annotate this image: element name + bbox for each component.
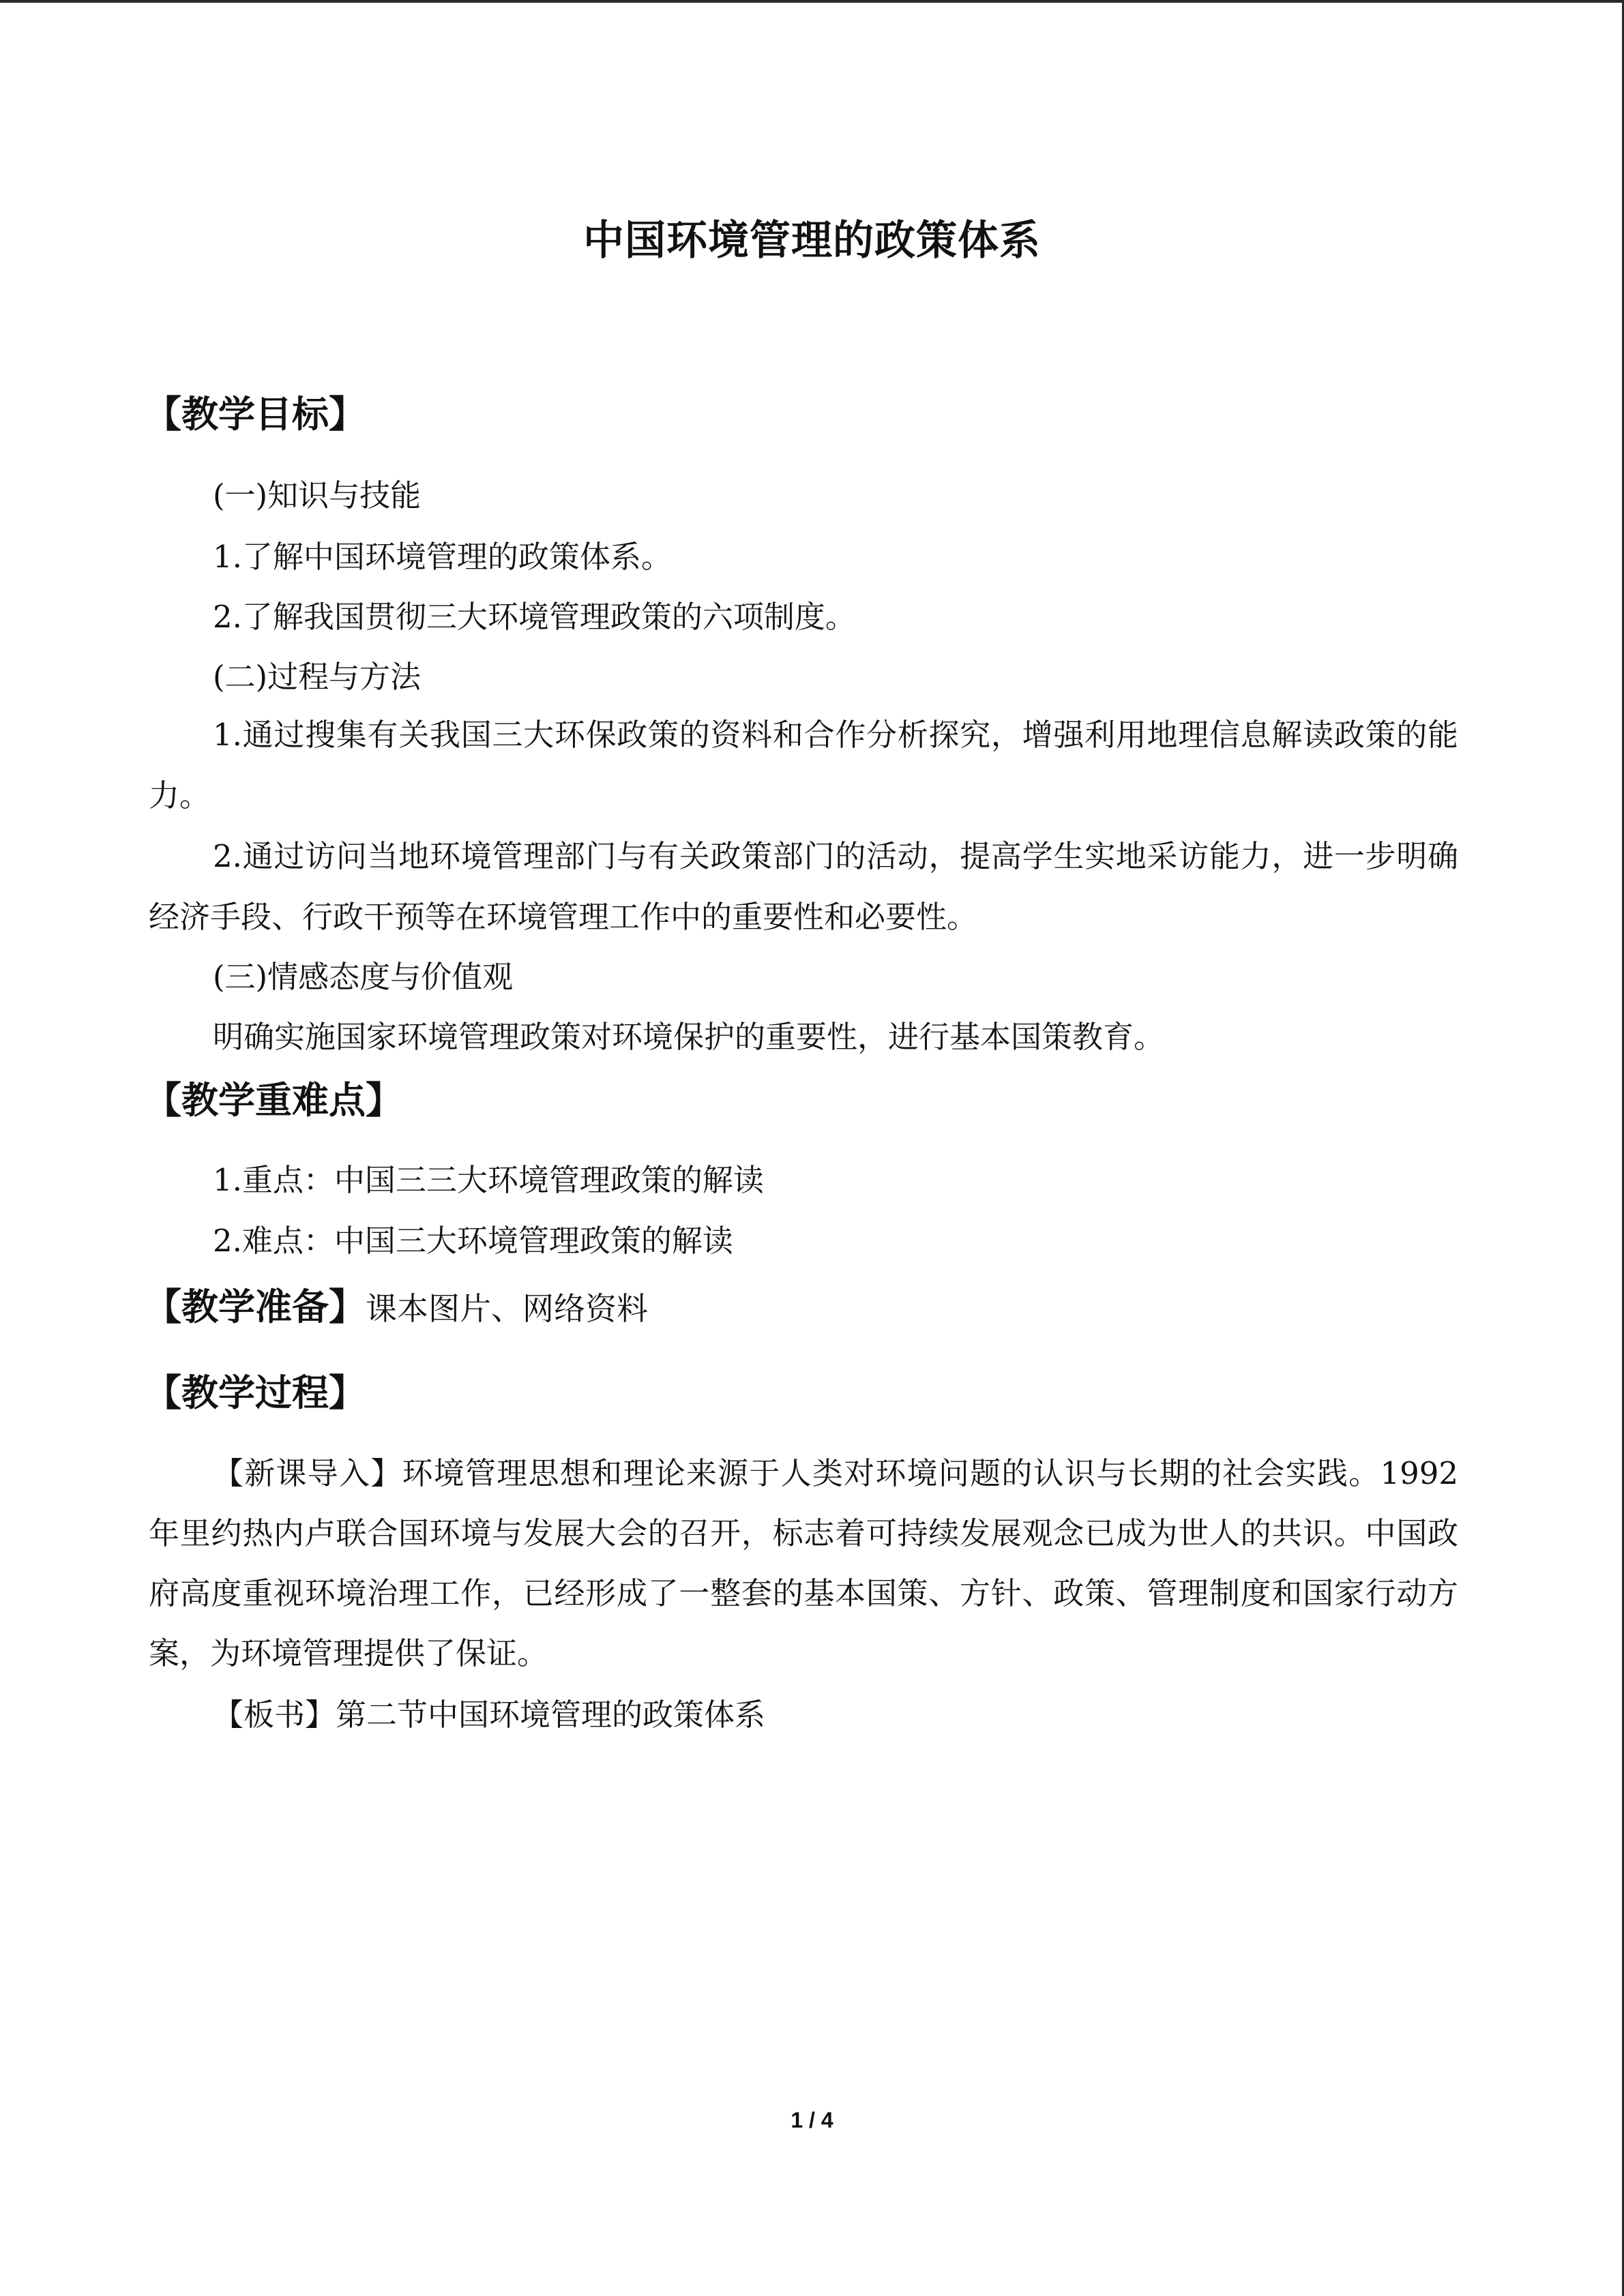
knowledge-heading: (一)知识与技能: [213, 477, 422, 513]
process-item-1: 1.通过搜集有关我国三大环保政策的资料和合作分析探究，增强利用地理信息解读政策的能力。: [149, 717, 1458, 814]
key-point: 1.重点：中国三三大环境管理政策的解读: [213, 1162, 764, 1198]
process-heading: (二)过程与方法: [213, 659, 422, 695]
emotion-item-1: 明确实施国家环境管理政策对环境保护的重要性，进行基本国策教育。: [213, 1019, 1165, 1055]
document-title: 中国环境管理的政策体系: [583, 217, 1041, 265]
preparation-content: 课本图片、网络资料: [366, 1290, 648, 1327]
page-top-border: [0, 0, 1624, 3]
section-heading-process: 【教学过程】: [145, 1371, 366, 1414]
process-item-2: 2.通过访问当地环境管理部门与有关政策部门的活动，提高学生实地采访能力，进一步明确经济手段、行政干预等在环境管理工作中的重要性和必要性。: [149, 838, 1458, 935]
preparation-heading-label: 【教学准备】: [145, 1285, 366, 1328]
knowledge-item-1: 1.了解中国环境管理的政策体系。: [213, 539, 672, 575]
emotion-heading: (三)情感态度与价值观: [213, 959, 514, 995]
page-number: 1 / 4: [791, 2108, 833, 2132]
section-heading-objectives: 【教学目标】: [145, 393, 366, 436]
lesson-intro-paragraph: 【新课导入】环境管理思想和理论来源于人类对环境问题的认识与长期的社会实践。1992 年里约热内卢联合国环境与发展大会的召开，标志着可持续发展观念已成为世人的共识。中国政府高度重视环境治理工作，已经形成了一整套的基本国策、方针、政策、管理制度和国家行动方案，为环境管理提供了保证。: [149, 1455, 1458, 1671]
section-heading-key-points: 【教学重难点】: [145, 1079, 402, 1122]
knowledge-item-2: 2.了解我国贯彻三大环境管理政策的六项制度。: [213, 599, 856, 635]
difficult-point: 2.难点：中国三大环境管理政策的解读: [213, 1223, 733, 1259]
board-writing: 【板书】第二节中国环境管理的政策体系: [213, 1697, 766, 1733]
section-heading-preparation: [145, 1280, 648, 1336]
